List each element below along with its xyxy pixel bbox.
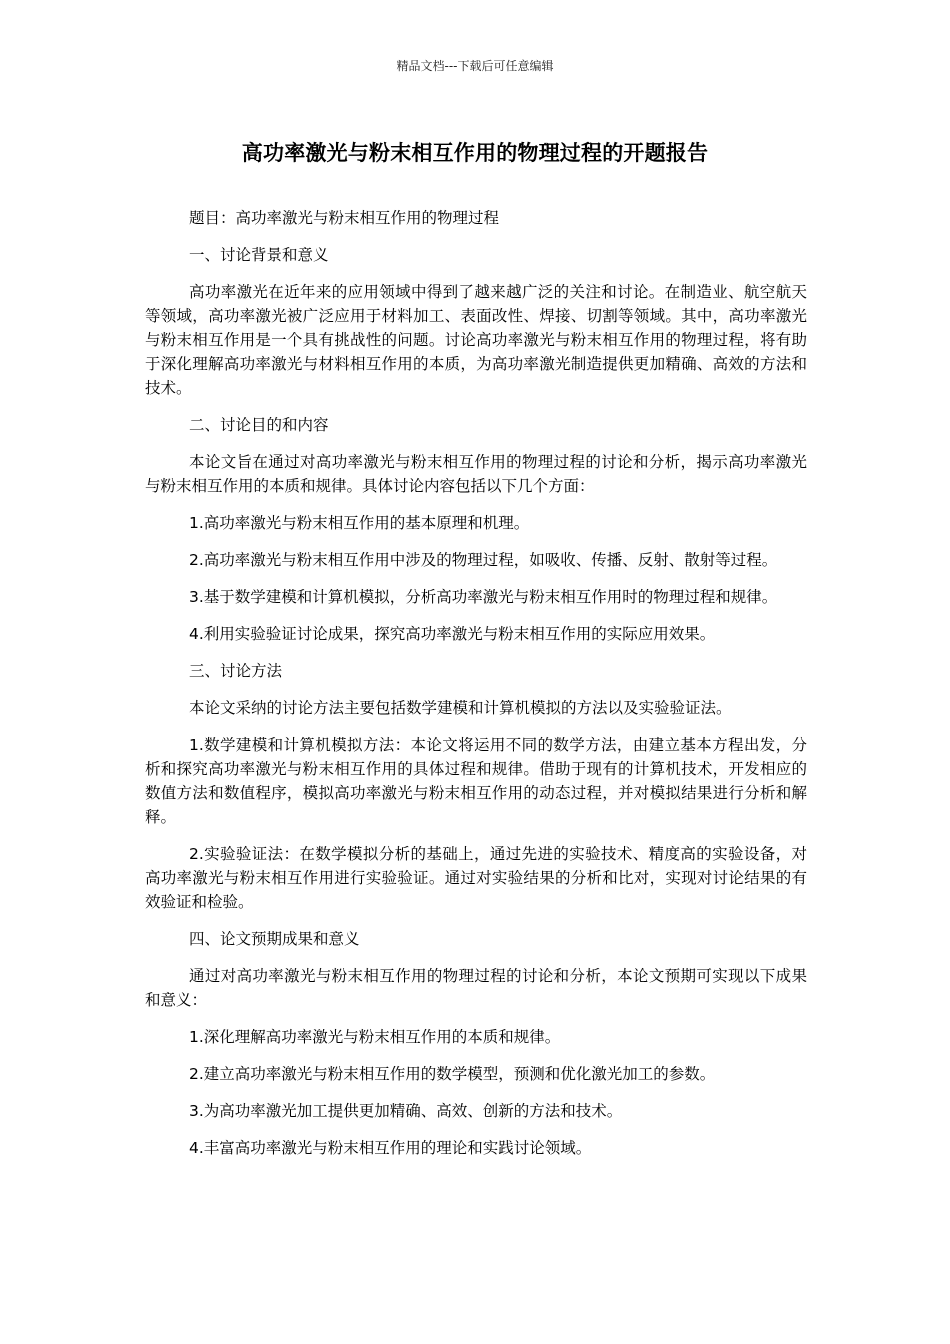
list-item-outcome-2: 2.建立高功率激光与粉末相互作用的数学模型，预测和优化激光加工的参数。 (189, 1065, 716, 1083)
list-item-method-2: 2.实验验证法：在数学模拟分析的基础上，通过先进的实验技术、精度高的实验设备，对高功率激光与粉末相互作用进行实验验证。通过对实验结果的分析和比对，实现对讨论结果的有效验证和检验。 (145, 845, 807, 911)
list-item-content-4: 4.利用实验验证讨论成果，探究高功率激光与粉末相互作用的实际应用效果。 (189, 625, 716, 643)
paragraph-purpose: 本论文旨在通过对高功率激光与粉末相互作用的物理过程的讨论和分析，揭示高功率激光与粉末相互作用的本质和规律。具体讨论内容包括以下几个方面： (145, 453, 807, 495)
list-item-outcome-1: 1.深化理解高功率激光与粉末相互作用的本质和规律。 (189, 1028, 561, 1046)
document-body (145, 206, 807, 1173)
list-item-method-1: 1.数学建模和计算机模拟方法：本论文将运用不同的数学方法，由建立基本方程出发，分析和探究高功率激光与粉末相互作用的具体过程和规律。借助于现有的计算机技术，开发相应的数值方法和数值程序，模拟高功率激光与粉末相互作用的动态过程，并对模拟结果进行分析和解释。 (145, 736, 807, 826)
paragraph-outcomes: 通过对高功率激光与粉末相互作用的物理过程的讨论和分析，本论文预期可实现以下成果和意义： (145, 967, 807, 1009)
paragraph-topic: 题目：高功率激光与粉末相互作用的物理过程 (189, 209, 500, 227)
list-item-content-1: 1.高功率激光与粉末相互作用的基本原理和机理。 (189, 514, 530, 532)
section-heading-outcomes: 四、论文预期成果和意义 (189, 930, 360, 948)
list-item-outcome-4: 4.丰富高功率激光与粉末相互作用的理论和实践讨论领域。 (189, 1139, 592, 1157)
list-item-content-2: 2.高功率激光与粉末相互作用中涉及的物理过程，如吸收、传播、反射、散射等过程。 (189, 551, 778, 569)
document-title: 高功率激光与粉末相互作用的物理过程的开题报告 (241, 141, 709, 165)
section-heading-method: 三、讨论方法 (189, 662, 283, 680)
page-header-watermark: 精品文档---下载后可任意编辑 (396, 59, 554, 73)
list-item-content-3: 3.基于数学建模和计算机模拟，分析高功率激光与粉末相互作用时的物理过程和规律。 (189, 588, 778, 606)
section-heading-purpose: 二、讨论目的和内容 (189, 416, 329, 434)
paragraph-background: 高功率激光在近年来的应用领域中得到了越来越广泛的关注和讨论。在制造业、航空航天等领域，高功率激光被广泛应用于材料加工、表面改性、焊接、切割等领域。其中，高功率激光与粉末相互作用是一个具有挑战性的问题。讨论高功率激光与粉末相互作用的物理过程，将有助于深化理解高功率激光与材料相互作用的本质，为高功率激光制造提供更加精确、高效的方法和技术。 (145, 283, 807, 397)
paragraph-method: 本论文采纳的讨论方法主要包括数学建模和计算机模拟的方法以及实验验证法。 (189, 699, 732, 717)
section-heading-background: 一、讨论背景和意义 (189, 246, 329, 264)
list-item-outcome-3: 3.为高功率激光加工提供更加精确、高效、创新的方法和技术。 (189, 1102, 623, 1120)
